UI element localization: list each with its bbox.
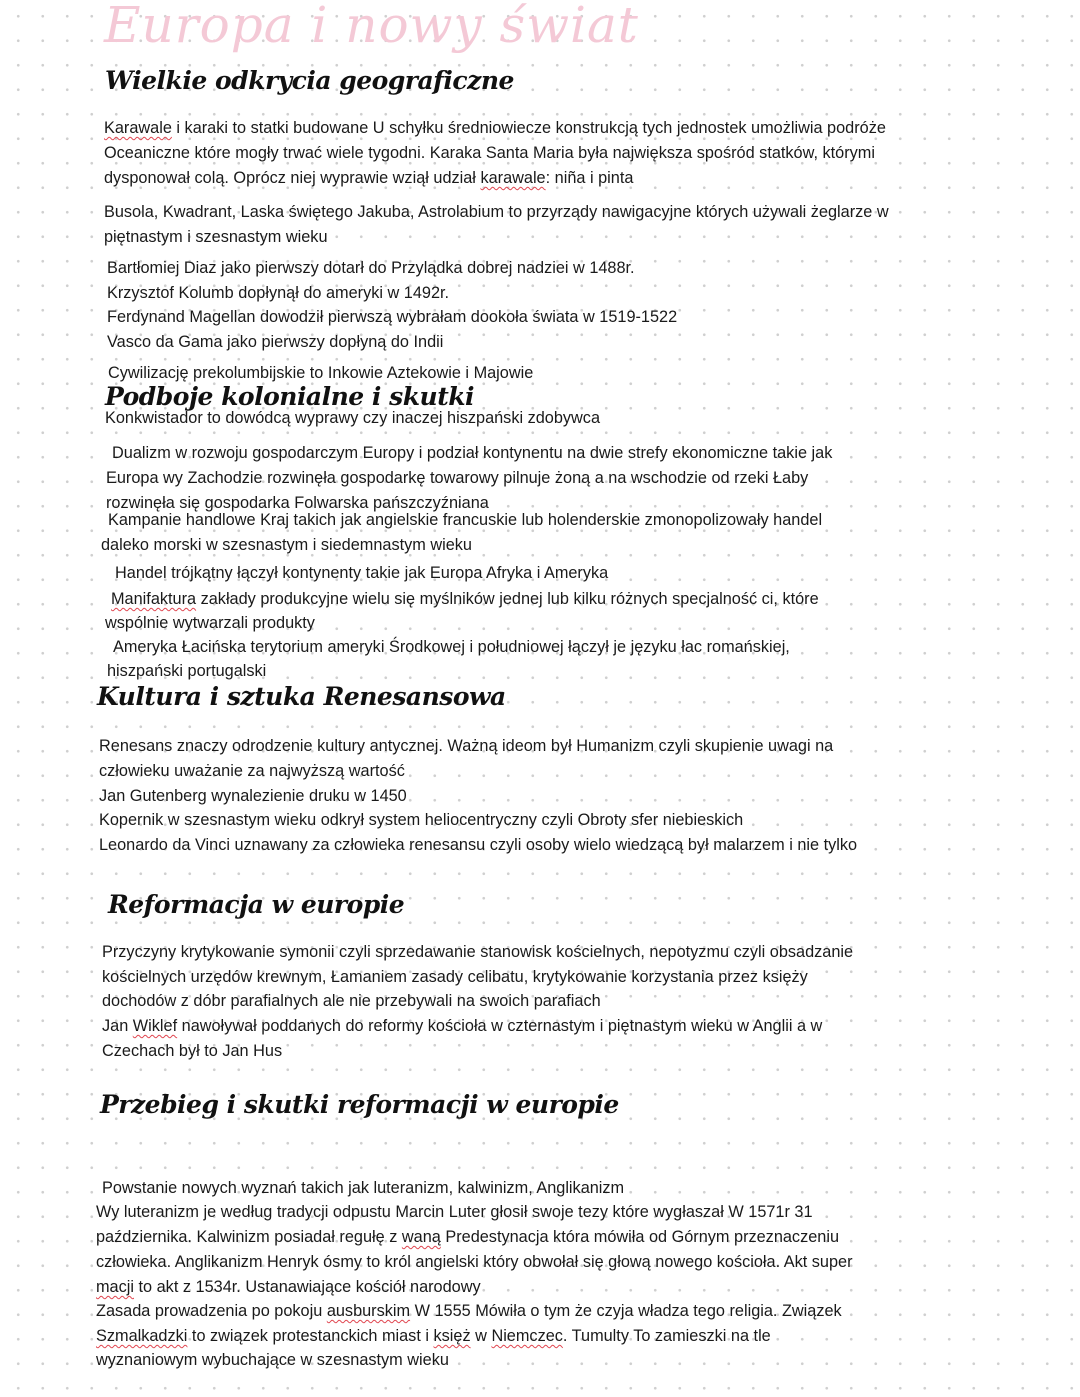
- text-segment: to związek protestanckich miast i: [187, 1327, 434, 1345]
- text-segment: zakłady produkcyjne wielu się myślników jednej lub kilku różnych specjalność ci, które: [196, 590, 819, 608]
- misspelled-word: waną: [401, 1228, 441, 1246]
- text-line: [102, 1178, 624, 1198]
- text-segment: Europa wy Zachodzie rozwinęła gospodarkę towarowy pilnuje żoną a na wschodzie od rzeki Łaby: [106, 469, 809, 487]
- text-segment: Bartłomiej Diaz jako pierwszy dotarł do Przylądka dobrej nadziei w 1488r.: [107, 259, 635, 277]
- text-line: [107, 258, 635, 278]
- text-line: [105, 408, 600, 428]
- text-segment: Renesans znaczy odrodzenie kultury antycznej. Ważną ideom był Humanizm czyli skupienie uwagi na: [99, 737, 834, 755]
- text-line: [96, 1350, 449, 1370]
- text-segment: Dualizm w rozwoju gospodarczym Europy i podział kontynentu na dwie strefy ekonomiczne takie jak: [112, 444, 833, 462]
- text-segment: człowieku uważanie za najwyższą wartość: [99, 762, 405, 780]
- misspelled-word: karawale: [480, 169, 546, 187]
- text-segment: Jan: [102, 1017, 133, 1035]
- section-heading: Wielkie odkrycia geograficzne: [105, 66, 514, 95]
- misspelled-word: ausburskim: [326, 1302, 411, 1320]
- text-line: [104, 168, 633, 188]
- text-line: [96, 1227, 839, 1247]
- text-segment: wyznaniowym wybuchające w szesnastym wieku: [96, 1351, 449, 1369]
- text-line: [113, 637, 790, 657]
- text-segment: Vasco da Gama jako pierwszy dopłyną do Indii: [107, 333, 444, 351]
- text-segment: Predestynacja która mówiła od Górnym przeznaczeniu: [440, 1228, 839, 1246]
- text-line: [112, 443, 832, 463]
- text-segment: kościelnych urzędów krewnym, Łamaniem zasady celibatu, krytykowanie korzystania przez księży: [102, 968, 808, 986]
- misspelled-word: Niemczec: [491, 1327, 563, 1345]
- text-line: [96, 1277, 481, 1297]
- misspelled-word: Manifaktura: [111, 590, 197, 608]
- text-line: [107, 307, 677, 327]
- text-line: [111, 589, 819, 609]
- text-line: [102, 942, 853, 962]
- text-segment: W 1555 Mówiła o tym że czyja władza tego religia. Związek: [410, 1302, 842, 1320]
- text-segment: Przyczyny krytykowanie symonii czyli sprzedawanie stanowisk kościelnych, nepotyzmu czyli obsadzanie: [102, 943, 854, 961]
- text-segment: Ameryka Łacińska terytorium ameryki Środkowej i południowej łączył je języku łac romańskiej,: [113, 638, 790, 656]
- text-segment: dochodów z dóbr parafialnych ale nie przebywali na swoich parafiach: [102, 992, 601, 1010]
- misspelled-word: Wiklef: [132, 1017, 178, 1035]
- text-line: [104, 143, 875, 163]
- text-segment: Leonardo da Vinci uznawany za człowieka renesansu czyli osoby wielo wiedzącą był malarzem i nie tylko: [99, 836, 858, 854]
- text-line: [101, 535, 472, 555]
- text-segment: Wy luteranizm je według tradycji odpustu Marcin Luter głosił swoje tezy które wygłaszał W 1571r 31: [96, 1203, 813, 1221]
- text-line: [107, 661, 266, 681]
- text-line: [96, 1326, 771, 1346]
- text-line: [104, 118, 886, 138]
- text-segment: Oceaniczne które mogły trwać wiele tygodni. Karaka Santa Maria była największa spośród statków, którymi: [104, 144, 875, 162]
- text-segment: Czechach był to Jan Hus: [102, 1042, 283, 1060]
- page-title: Europa i nowy świat: [104, 0, 639, 54]
- section-heading: Reformacja w europie: [108, 890, 405, 919]
- text-segment: Jan Gutenberg wynalezienie druku w 1450: [99, 787, 407, 805]
- text-line: [105, 613, 315, 633]
- text-segment: Busola, Kwadrant, Laska świętego Jakuba, Astrolabium to przyrządy nawigacyjne których używali żeglarze w: [104, 203, 889, 221]
- text-line: [96, 1301, 842, 1321]
- text-line: [99, 786, 407, 806]
- text-segment: Konkwistador to dowódcą wyprawy czy inaczej hiszpański zdobywca: [105, 409, 600, 427]
- text-line: [115, 563, 608, 583]
- text-line: [106, 468, 808, 488]
- text-line: [96, 1252, 853, 1272]
- text-segment: dysponował colą. Oprócz niej wyprawie wziął udział: [104, 169, 481, 187]
- text-segment: : niña i pinta: [545, 169, 634, 187]
- misspelled-word: Karawale: [104, 119, 172, 137]
- text-line: [99, 835, 857, 855]
- text-segment: człowieka. Anglikanizm Henryk ósmy to król angielski który obwołał się głową nowego kościoła. Akt super: [96, 1253, 853, 1271]
- text-segment: . Tumulty To zamieszki na tle: [562, 1327, 771, 1345]
- section-heading: Podboje kolonialne i skutki: [105, 382, 475, 411]
- text-line: [99, 810, 743, 830]
- text-segment: Zasada prowadzenia po pokoju: [96, 1302, 327, 1320]
- text-line: [99, 761, 405, 781]
- text-segment: Krzysztof Kolumb dopłynął do ameryki w 1492r.: [107, 284, 450, 302]
- text-segment: w: [470, 1327, 492, 1345]
- text-line: [102, 1041, 282, 1061]
- text-line: [107, 332, 443, 352]
- misspelled-word: księż: [433, 1327, 471, 1345]
- text-segment: Powstanie nowych wyznań takich jak luteranizm, kalwinizm, Anglikanizm: [102, 1179, 625, 1197]
- text-segment: nawoływał poddanych do reformy kościoła w czternastym i piętnastym wieku w Anglii a w: [177, 1017, 823, 1035]
- text-line: [102, 1016, 822, 1036]
- text-line: [108, 510, 822, 530]
- text-segment: wspólnie wytwarzali produkty: [105, 614, 315, 632]
- text-line: [104, 227, 328, 247]
- text-segment: daleko morski w szesnastym i siedemnastym wieku: [101, 536, 472, 554]
- section-heading: Kultura i sztuka Renesansowa: [97, 682, 506, 711]
- misspelled-word: Szmalkadzki: [96, 1327, 188, 1345]
- text-segment: piętnastym i szesnastym wieku: [104, 228, 328, 246]
- text-line: [99, 736, 833, 756]
- text-segment: Cywilizację prekolumbijskie to Inkowie Aztekowie i Majowie: [108, 364, 534, 382]
- text-line: [102, 967, 808, 987]
- text-line: [108, 363, 533, 383]
- text-segment: Handel trójkątny łączył kontynenty takie jak Europa Afryka i Ameryka: [115, 564, 609, 582]
- misspelled-word: macji: [96, 1278, 134, 1296]
- text-line: [107, 283, 449, 303]
- section-heading: Przebieg i skutki reformacji w europie: [100, 1090, 619, 1119]
- text-line: [102, 991, 601, 1011]
- text-line: [104, 202, 889, 222]
- text-segment: Kampanie handlowe Kraj takich jak angielskie francuskie lub holenderskie zmonopolizowały handel: [108, 511, 823, 529]
- text-segment: hiszpański portugalski: [107, 662, 267, 680]
- text-line: [96, 1202, 813, 1222]
- text-segment: i karaki to statki budowane U schyłku średniowiecze konstrukcją tych jednostek umożliwia podróże: [171, 119, 886, 137]
- text-segment: Kopernik w szesnastym wieku odkrył system heliocentryczny czyli Obroty sfer niebieskich: [99, 811, 744, 829]
- text-segment: to akt z 1534r. Ustanawiające kościół narodowy: [134, 1278, 481, 1296]
- text-segment: rozwinęła się gospodarka Folwarska pańszczyźniana: [106, 494, 489, 512]
- text-segment: października. Kalwinizm posiadał regułę z: [96, 1228, 402, 1246]
- text-segment: Ferdynand Magellan dowodził pierwszą wybrałam dookoła świata w 1519-1522: [107, 308, 678, 326]
